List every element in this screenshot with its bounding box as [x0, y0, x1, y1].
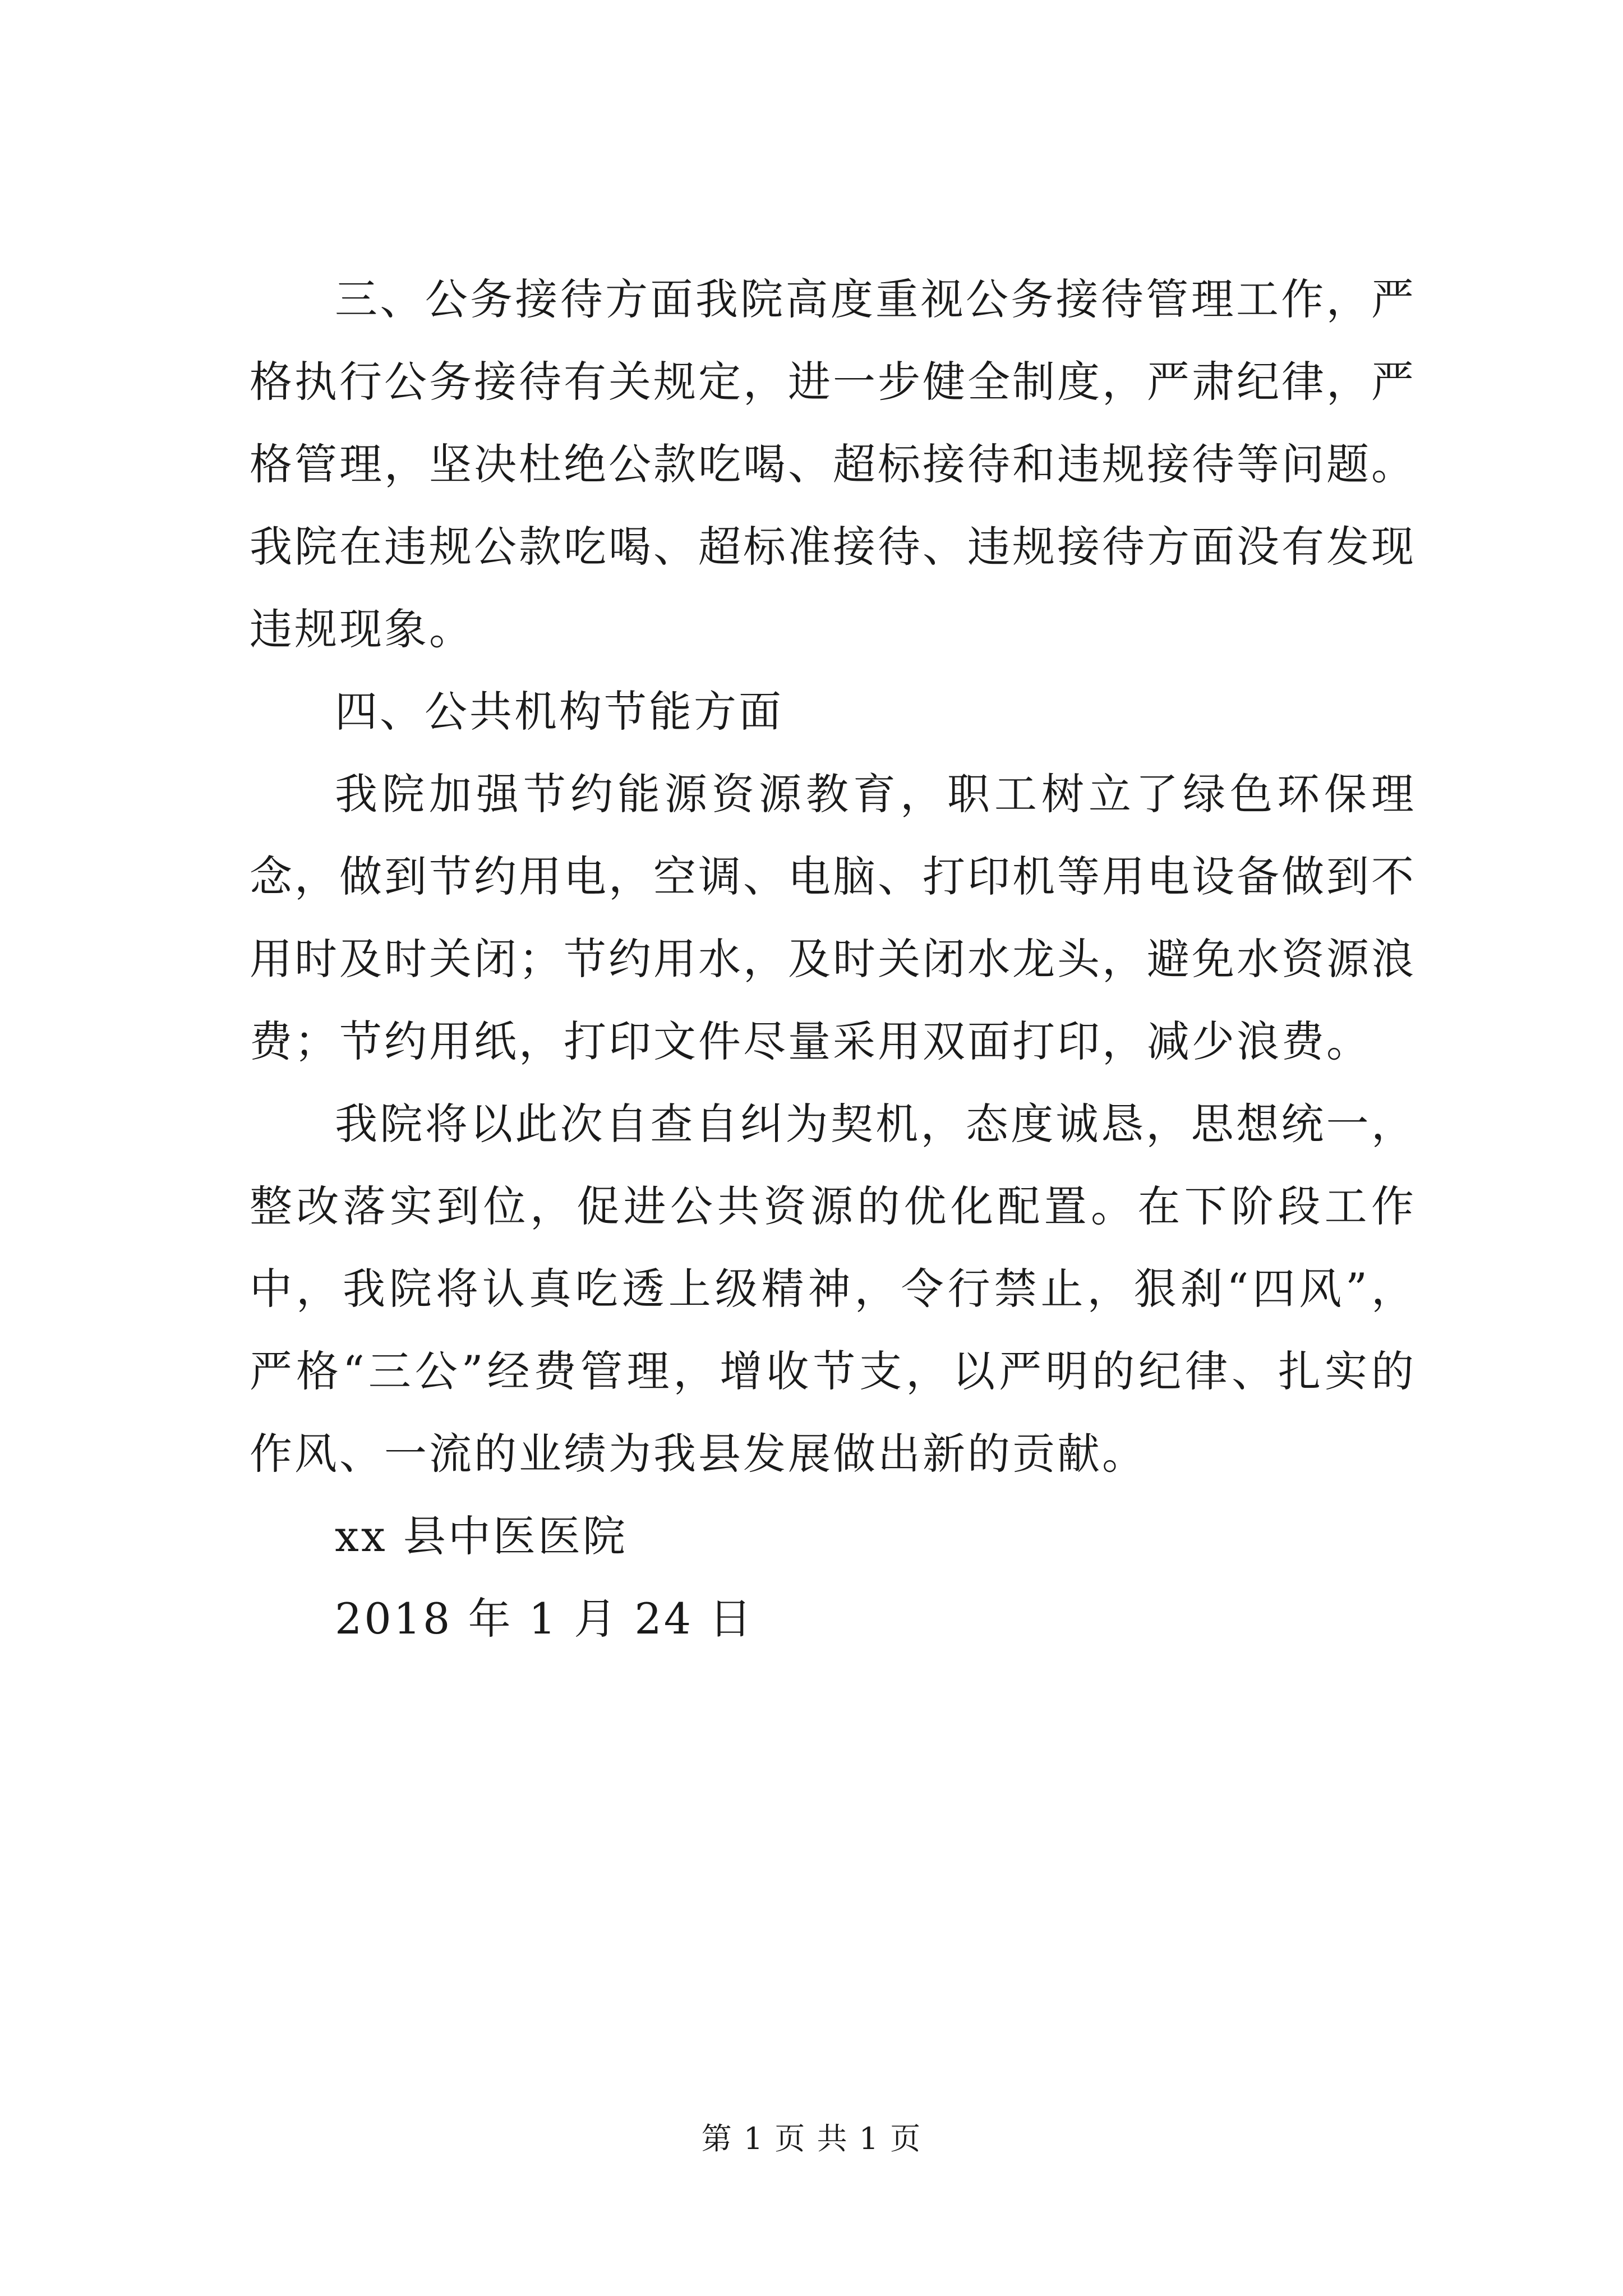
conclusion-paragraph: 我院将以此次自查自纠为契机，态度诚恳，思想统一，整改落实到位，促进公共资源的优化配置。在下阶段工作中，我院将认真吃透上级精神，令行禁止，狠刹“四风”，严格“三公”经费管理，增收节支，以严明的纪律、扎实的作风、一流的业绩为我县发展做出新的贡献。 [250, 1099, 1416, 1479]
section-three-paragraph: 三、公务接待方面我院高度重视公务接待管理工作，严格执行公务接待有关规定，进一步健全制度，严肃纪律，严格管理，坚决杜绝公款吃喝、超标接待和违规接待等问题。我院在违规公款吃喝、超标准接待、违规接待方面没有发现违规现象。 [250, 274, 1416, 654]
energy-saving-paragraph: 我院加强节约能源资源教育，职工树立了绿色环保理念，做到节约用电，空调、电脑、打印机等用电设备做到不用时及时关闭；节约用水，及时关闭水龙头，避免水资源浪费；节约用纸，打印文件尽量采用双面打印，减少浪费。 [250, 769, 1416, 1066]
page-number-footer: 第 1 页 共 1 页 [701, 2121, 922, 2156]
document-body [250, 258, 1416, 1660]
signature-date: 2018 年 1 月 24 日 [335, 1594, 754, 1644]
section-four-heading: 四、公共机构节能方面 [335, 687, 783, 737]
signature-organization: xx 县中医医院 [335, 1511, 628, 1561]
